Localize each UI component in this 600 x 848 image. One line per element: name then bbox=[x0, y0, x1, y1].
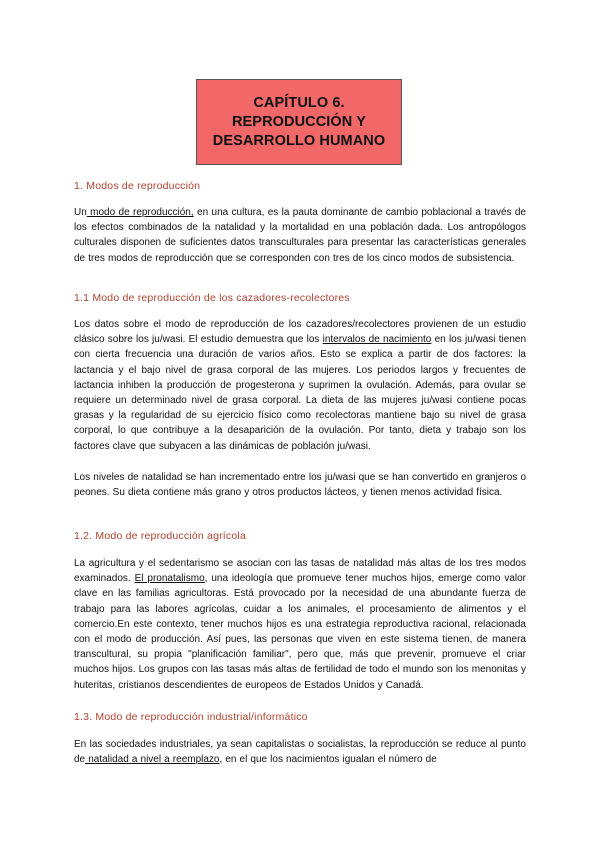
text-run: en los ju/wasi tienen con cierta frecuencia una duración de varios años. Esto se explica a partir de dos factores: la lactancia y el bajo nivel de grasa corporal de las mujeres. Los periodos largos y frecuentes de lactancia inhiben la producción de progesterona y suprimen la ovulación. Además, para ovular se requiere un determinado nivel de grasa corporal. La dieta de las mujeres ju/wasi contiene pocas grasas y la regularidad de su ejercicio físico como recolectoras mantiene bajo su nivel de grasa corporal, lo que contribuye a la desaparición de la ovulación. Por tanto, dieta y trabajo son los factores clave que subyacen a las dinámicas de población ju/wasi. bbox=[74, 334, 527, 452]
section-heading-1-2: 1.2. Modo de reproducción agrícola bbox=[74, 530, 246, 542]
chapter-title-box bbox=[196, 79, 402, 165]
text-run: Un bbox=[74, 207, 87, 218]
text-run: En las sociedades industriales, ya sean capitalistas o socialistas, la reproducción se reduce al punto de bbox=[74, 739, 526, 766]
text-run: , en el que los nacimientos igualan el número de bbox=[219, 754, 437, 766]
section-heading-1: 1. Modos de reproducción bbox=[74, 180, 201, 192]
section-heading-1-3: 1.3. Modo de reproducción industrial/informático bbox=[74, 711, 308, 723]
term-intervalos-de-nacimiento: intervalos de nacimiento bbox=[322, 334, 432, 346]
chapter-title-line-1: CAPÍTULO 6. bbox=[253, 94, 345, 111]
text-run: La agricultura y el sedentarismo se asocian con las tasas de natalidad más altas de los tres modos examinados. bbox=[74, 558, 526, 585]
text-run: en una cultura, es la pauta dominante de cambio poblacional a través de los efectos combinados de la natalidad y la mortalidad en una población dada. Los antropólogos culturales disponen de suficientes datos transculturales para presentar las características generales de tres modos de reproducción que se corresponden con tres de los cinco modos de subsistencia. bbox=[74, 207, 526, 264]
term-pronatalismo: El pronatalismo bbox=[134, 573, 205, 585]
term-natalidad-a-nivel-a-reemplazo: natalidad a nivel a reemplazo bbox=[85, 754, 220, 766]
term-modo-de-reproduccion: modo de reproducción, bbox=[86, 207, 194, 218]
chapter-title-line-2: REPRODUCCIÓN Y bbox=[231, 113, 367, 130]
section-1-paragraph bbox=[74, 205, 526, 266]
section-1-1-paragraph-1 bbox=[74, 317, 526, 454]
text-run: , una ideología que promueve tener muchos hijos, emerge como valor clave en las familias agricultoras. Está provocado por la necesidad de una abundante fuerza de trabajo para las labores agrícolas, cuidar a los animales, el procesamiento de alimentos y el comercio.En este contexto, tener muchos hijos es una estrategia reproductiva racional, relacionada con el modo de producción. Así pues, las personas que viven en este sistema tienen, de manera transcultural, su propia "planificación familiar", pero que, más que prevenir, promueve el criar muchos hijos. Los grupos con las tasas más altas de fertilidad de todo el mundo son los menonitas y huteritas, cristianos descendientes de europeos de Estados Unidos y Canadá. bbox=[74, 573, 526, 691]
text-run: Los datos sobre el modo de reproducción de los cazadores/recolectores provienen de un estudio clásico sobre los ju/wasi. El estudio demuestra que los bbox=[74, 319, 526, 346]
section-1-1-paragraph-2: Los niveles de natalidad se han incrementado entre los ju/wasi que se han convertido en granjeros o peones. Su dieta contiene más grano y otros productos lácteos, y tienen menos actividad física. bbox=[74, 472, 526, 499]
section-1-2-paragraph bbox=[74, 556, 526, 693]
section-1-3-paragraph bbox=[74, 737, 526, 767]
chapter-title-line-3: DESARROLLO HUMANO bbox=[212, 132, 386, 149]
section-heading-1-1: 1.1 Modo de reproducción de los cazadores-recolectores bbox=[74, 292, 350, 304]
